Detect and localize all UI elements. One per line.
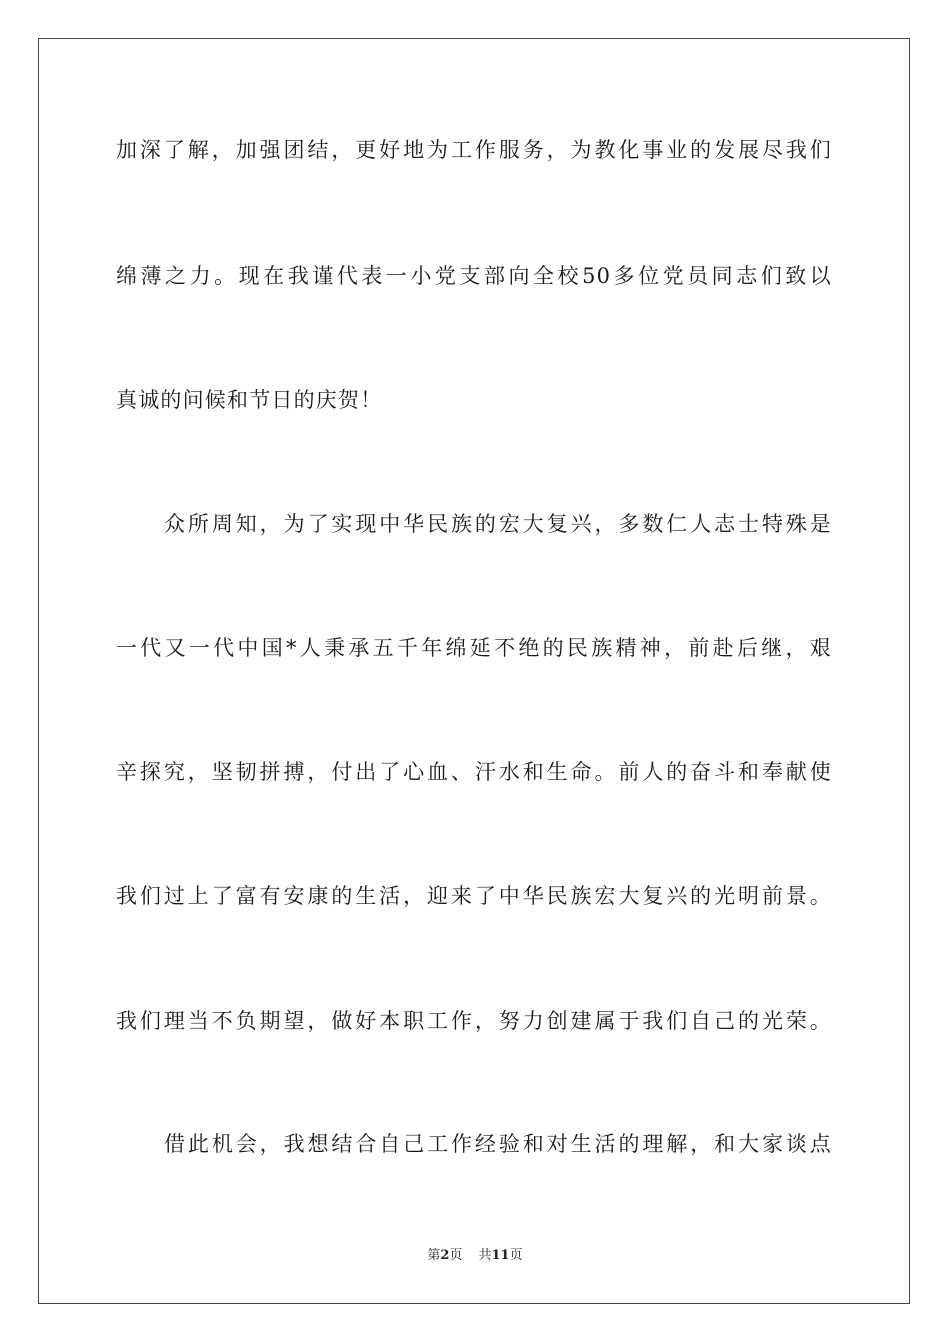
- body-text-line: 我们理当不负期望，做好本职工作，努力创建属于我们自己的光荣。: [116, 1009, 832, 1033]
- total-suffix: 页: [509, 1248, 523, 1263]
- body-text-line: 一代又一代中国*人秉承五千年绵延不绝的民族精神，前赴后继，艰: [116, 636, 832, 660]
- paragraph-first-line: 借此机会，我想结合自己工作经验和对生活的理解，和大家谈点: [164, 1132, 832, 1156]
- paragraph-first-line: 众所周知，为了实现中华民族的宏大复兴，多数仁人志士特殊是: [164, 512, 832, 536]
- body-text-line: 绵薄之力。现在我谨代表一小党支部向全校50多位党员同志们致以: [116, 264, 832, 288]
- body-text-line: 辛探究，坚韧拼搏，付出了心血、汗水和生命。前人的奋斗和奉献使: [116, 760, 832, 784]
- body-text-line: 加深了解，加强团结，更好地为工作服务，为教化事业的发展尽我们: [116, 138, 832, 162]
- body-text-line: 我们过上了富有安康的生活，迎来了中华民族宏大复兴的光明前景。: [116, 884, 832, 908]
- page-border: [38, 38, 910, 1304]
- total-prefix: 共: [478, 1248, 492, 1263]
- page-footer: [0, 1246, 950, 1266]
- body-text-line: 真诚的问候和节日的庆贺！: [116, 388, 383, 412]
- page-number: 2: [440, 1248, 450, 1263]
- total-pages: 11: [491, 1248, 510, 1263]
- page-suffix: 页: [449, 1248, 463, 1263]
- page-prefix: 第: [427, 1248, 441, 1263]
